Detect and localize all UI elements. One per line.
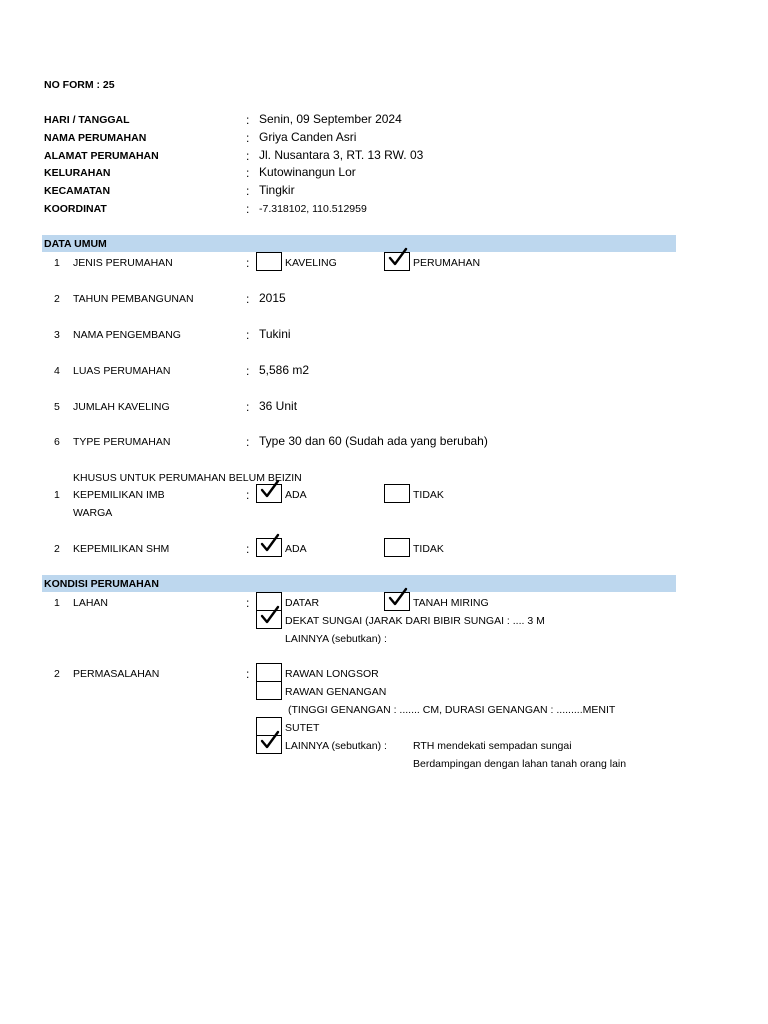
option-sutet: SUTET [285,722,320,734]
label-lahan: LAHAN [73,597,109,609]
label-koordinat: KOORDINAT [44,203,107,215]
option-tanah-miring: TANAH MIRING [413,597,489,609]
colon: : [246,596,250,610]
value-luas-perumahan: 5,586 m2 [259,363,310,377]
item-number: 2 [54,293,60,305]
colon: : [246,184,250,198]
label-alamat-perumahan: ALAMAT PERUMAHAN [44,150,159,162]
colon: : [246,667,250,681]
option-shm-ada: ADA [285,543,307,555]
item-number: 2 [54,543,60,555]
value-koordinat: -7.318102, 110.512959 [259,203,367,215]
option-datar: DATAR [285,597,320,609]
checkbox-dekat-sungai[interactable] [256,610,282,629]
value-alamat-perumahan: Jl. Nusantara 3, RT. 13 RW. 03 [259,148,424,162]
colon: : [246,542,250,556]
checkbox-imb-ada[interactable] [256,484,282,503]
item-number: 6 [54,436,60,448]
value-kelurahan: Kutowinangun Lor [259,165,356,179]
value-type-perumahan: Type 30 dan 60 (Sudah ada yang berubah) [259,434,488,448]
checkmark-icon [260,605,280,625]
colon: : [246,328,250,342]
label-permasalahan: PERMASALAHAN [73,668,160,680]
label-jenis-perumahan: JENIS PERUMAHAN [73,257,173,269]
form-number: NO FORM : 25 [44,79,115,91]
label-hari-tanggal: HARI / TANGGAL [44,114,130,126]
option-perumahan: PERUMAHAN [413,257,481,269]
checkbox-tanah-miring[interactable] [384,592,410,611]
item-number: 3 [54,329,60,341]
value-nama-pengembang: Tukini [259,327,291,341]
section-title-data-umum: DATA UMUM [44,238,107,250]
item-number: 2 [54,668,60,680]
label-tahun-pembangunan: TAHUN PEMBANGUNAN [73,293,194,305]
colon: : [246,113,250,127]
value-tahun-pembangunan: 2015 [259,291,286,305]
colon: : [246,435,250,449]
colon: : [246,166,250,180]
label-kepemilikan-imb: KEPEMILIKAN IMB [73,489,165,501]
checkbox-rawan-longsor[interactable] [256,663,282,682]
checkbox-perumahan[interactable] [384,252,410,271]
item-number: 1 [54,597,60,609]
colon: : [246,292,250,306]
label-nama-perumahan: NAMA PERUMAHAN [44,132,147,144]
colon: : [246,202,250,216]
label-kelurahan: KELURAHAN [44,167,111,179]
value-jumlah-kaveling: 36 Unit [259,399,298,413]
item-number: 4 [54,365,60,377]
note-berdampingan: Berdampingan dengan lahan tanah orang lain [413,758,627,770]
colon: : [246,488,250,502]
value-hari-tanggal: Senin, 09 September 2024 [259,112,402,126]
item-number: 5 [54,401,60,413]
genangan-detail: (TINGGI GENANGAN : ....... CM, DURASI GENANGAN : .........MENIT [288,704,616,716]
checkmark-icon [388,247,408,267]
colon: : [246,400,250,414]
label-nama-pengembang: NAMA PENGEMBANG [73,329,181,341]
option-rawan-longsor: RAWAN LONGSOR [285,668,379,680]
section-bar-kondisi-perumahan [42,575,676,592]
checkbox-kaveling[interactable] [256,252,282,271]
label-jumlah-kaveling: JUMLAH KAVELING [73,401,170,413]
option-shm-tidak: TIDAK [413,543,444,555]
item-number: 1 [54,489,60,501]
colon: : [246,256,250,270]
colon: : [246,131,250,145]
note-rth: RTH mendekati sempadan sungai [413,740,572,752]
checkmark-icon [260,479,280,499]
checkbox-rawan-genangan[interactable] [256,681,282,700]
option-rawan-genangan: RAWAN GENANGAN [285,686,387,698]
item-number: 1 [54,257,60,269]
option-kaveling: KAVELING [285,257,337,269]
value-kecamatan: Tingkir [259,183,295,197]
value-nama-perumahan: Griya Canden Asri [259,130,357,144]
checkmark-icon [388,587,408,607]
colon: : [246,149,250,163]
option-imb-tidak: TIDAK [413,489,444,501]
colon: : [246,364,250,378]
checkbox-shm-tidak[interactable] [384,538,410,557]
checkbox-imb-tidak[interactable] [384,484,410,503]
option-imb-ada: ADA [285,489,307,501]
checkmark-icon [260,533,280,553]
option-dekat-sungai: DEKAT SUNGAI (JARAK DARI BIBIR SUNGAI : .... 3 M [285,615,545,627]
label-kepemilikan-imb-line2: WARGA [73,507,113,519]
label-kecamatan: KECAMATAN [44,185,111,197]
label-luas-perumahan: LUAS PERUMAHAN [73,365,171,377]
subheading-khusus: KHUSUS UNTUK PERUMAHAN BELUM BEIZIN [73,472,302,484]
section-bar-data-umum [42,235,676,252]
label-kepemilikan-shm: KEPEMILIKAN SHM [73,543,170,555]
label-type-perumahan: TYPE PERUMAHAN [73,436,171,448]
section-title-kondisi-perumahan: KONDISI PERUMAHAN [44,578,159,590]
checkbox-permasalahan-lainnya[interactable] [256,735,282,754]
checkmark-icon [260,730,280,750]
option-lahan-lainnya: LAINNYA (sebutkan) : [285,633,387,645]
option-permasalahan-lainnya: LAINNYA (sebutkan) : [285,740,387,752]
checkbox-shm-ada[interactable] [256,538,282,557]
